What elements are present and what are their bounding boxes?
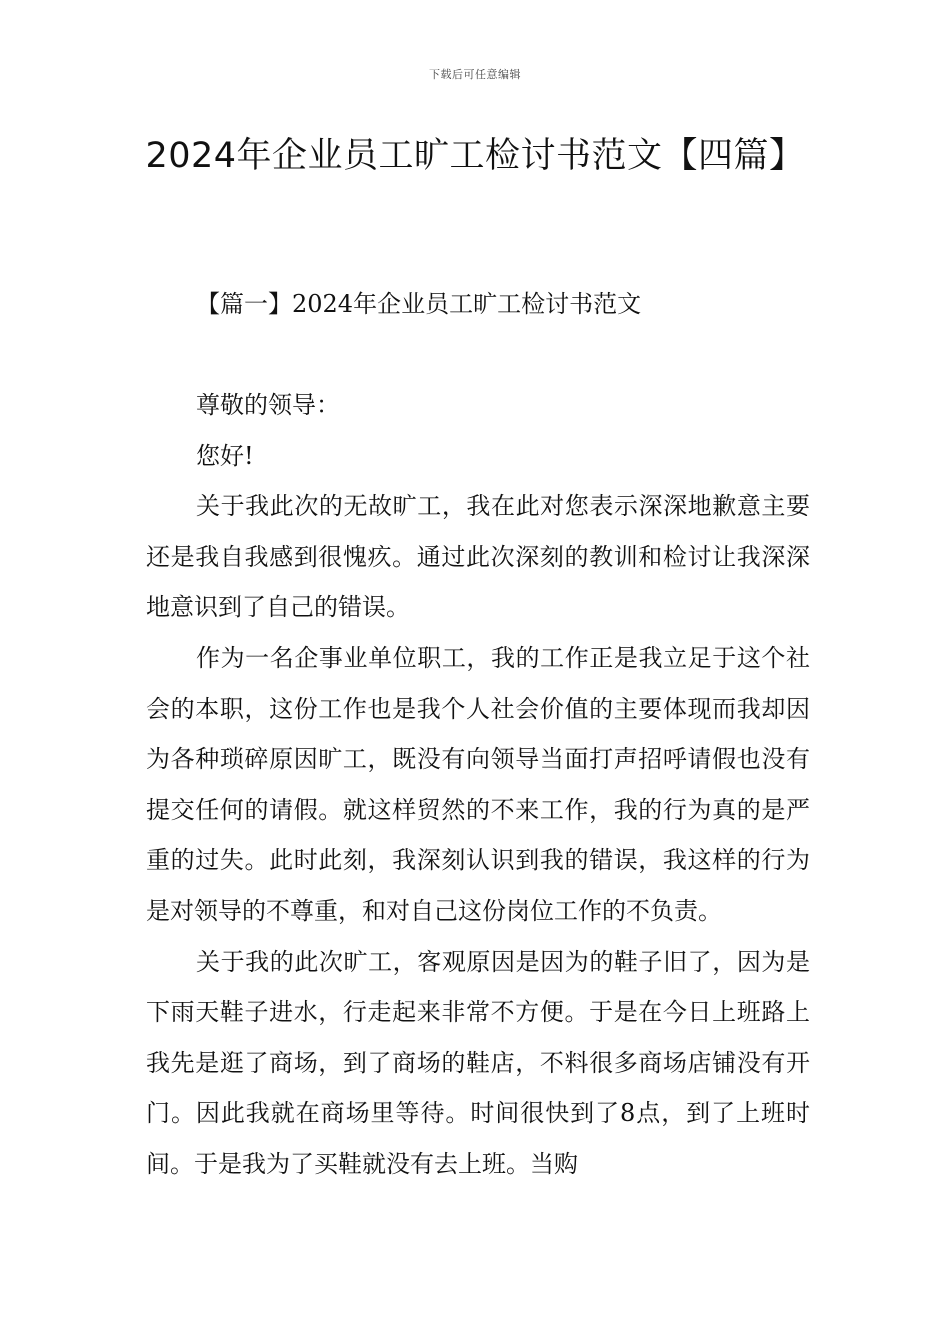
greeting: 您好! — [196, 441, 254, 470]
salutation: 尊敬的领导： — [196, 391, 340, 419]
section-heading: 【篇一】2024年企业员工旷工检讨书范文 — [196, 290, 642, 318]
paragraph-apology: 关于我此次的无故旷工，我在此对您表示深深地歉意主要还是我自我感到很愧疚。通过此次深刻的教训和检讨让我深深地意识到了自己的错误。 — [146, 492, 810, 622]
header-note: 下载后可任意编辑 — [429, 68, 521, 81]
paragraph-reflection: 作为一名企事业单位职工，我的工作正是我立足于这个社会的本职，这份工作也是我个人社会价值的主要体现而我却因为各种琐碎原因旷工，既没有向领导当面打声招呼请假也没有提交任何的请假。就这样贸然的不来工作，我的行为真的是严重的过失。此时此刻，我深刻认识到我的错误，我这样的行为是对领导的不尊重，和对自己这份岗位工作的不负责。 — [146, 643, 810, 925]
body-text — [146, 380, 810, 1190]
paragraph-reason: 关于我的此次旷工，客观原因是因为的鞋子旧了，因为是下雨天鞋子进水，行走起来非常不方便。于是在今日上班路上我先是逛了商场，到了商场的鞋店，不料很多商场店铺没有开门。因此我就在商场里等待。时间很快到了8点，到了上班时间。于是我为了买鞋就没有去上班。当购 — [146, 947, 810, 1178]
document-title: 2024年企业员工旷工检讨书范文【四篇】 — [145, 136, 805, 176]
